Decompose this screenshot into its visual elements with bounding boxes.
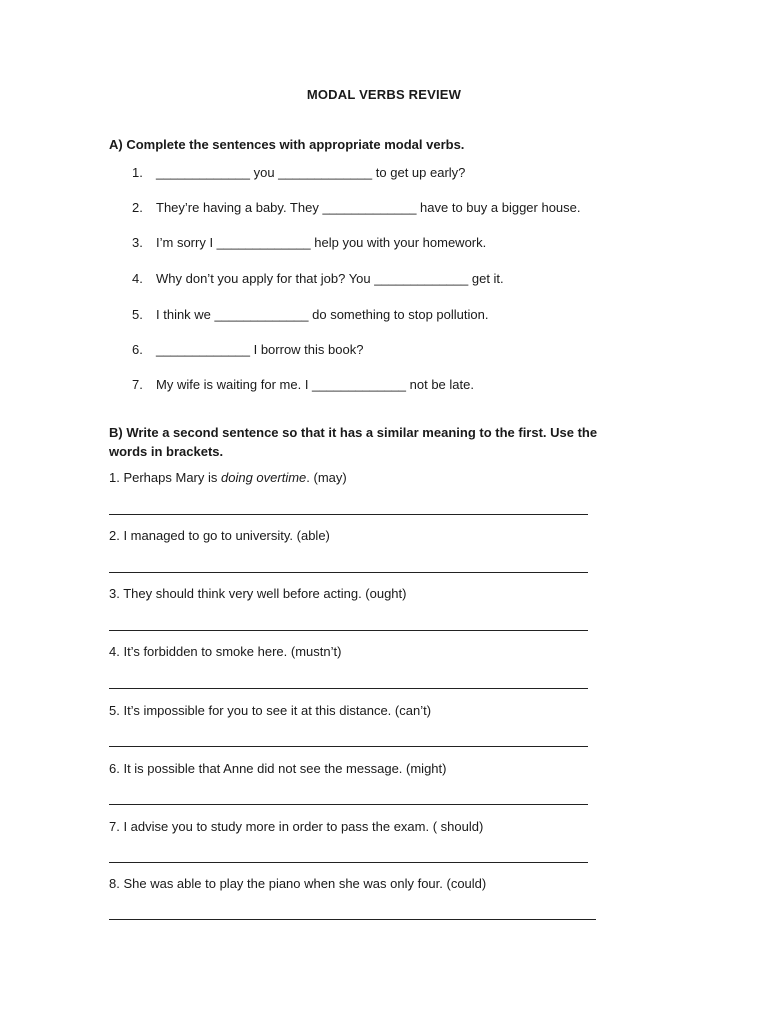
item-text: _____________ I borrow this book?: [156, 342, 364, 357]
section-b-item-4: 4. It’s forbidden to smoke here. (mustn’t): [109, 644, 342, 659]
answer-line-8[interactable]: [109, 919, 596, 920]
item-number: 4.: [132, 271, 143, 286]
item-number: 3.: [132, 235, 143, 250]
section-b-item-1: [109, 470, 347, 485]
answer-line-7[interactable]: [109, 862, 588, 863]
item-text-suffix: . (may): [306, 470, 347, 485]
answer-line-6[interactable]: [109, 804, 588, 805]
answer-line-5[interactable]: [109, 746, 588, 747]
answer-line-1[interactable]: [109, 514, 588, 515]
section-a-item-3: [132, 235, 486, 250]
item-text: Why don’t you apply for that job? You _____________ get it.: [156, 271, 504, 286]
section-b-item-6: 6. It is possible that Anne did not see the message. (might): [109, 761, 447, 776]
section-a-heading: A) Complete the sentences with appropriate modal verbs.: [109, 137, 465, 152]
item-text-italic: doing overtime: [221, 470, 307, 485]
item-text-prefix: 1. Perhaps Mary is: [109, 470, 221, 485]
section-b-heading: B) Write a second sentence so that it has a similar meaning to the first. Use the words in brackets.: [109, 425, 598, 459]
answer-line-4[interactable]: [109, 688, 588, 689]
item-number: 2.: [132, 200, 143, 215]
worksheet-title: MODAL VERBS REVIEW: [306, 87, 462, 102]
item-number: 1.: [132, 165, 143, 180]
item-text: I’m sorry I _____________ help you with your homework.: [156, 235, 487, 250]
item-text: My wife is waiting for me. I _____________ not be late.: [156, 377, 474, 392]
item-number: 6.: [132, 342, 143, 357]
item-text: _____________ you _____________ to get up early?: [156, 165, 466, 180]
section-a-item-2: [132, 200, 581, 215]
answer-line-2[interactable]: [109, 572, 588, 573]
section-a-item-7: [132, 377, 474, 392]
item-number: 5.: [132, 307, 143, 322]
section-b-item-5: 5. It’s impossible for you to see it at this distance. (can’t): [109, 703, 432, 718]
section-b-item-7: 7. I advise you to study more in order to pass the exam. ( should): [109, 819, 484, 834]
section-b-item-8: 8. She was able to play the piano when she was only four. (could): [109, 876, 487, 891]
section-a-item-1: [132, 165, 465, 180]
item-text: They’re having a baby. They _____________ have to buy a bigger house.: [156, 200, 581, 215]
section-a-item-6: [132, 342, 363, 357]
answer-line-3[interactable]: [109, 630, 588, 631]
section-a-item-4: [132, 271, 504, 286]
item-number: 7.: [132, 377, 143, 392]
item-text: I think we _____________ do something to stop pollution.: [156, 307, 489, 322]
section-a-item-5: [132, 307, 488, 322]
section-b-item-3: 3. They should think very well before acting. (ought): [109, 586, 407, 601]
section-b-item-2: 2. I managed to go to university. (able): [109, 528, 330, 543]
